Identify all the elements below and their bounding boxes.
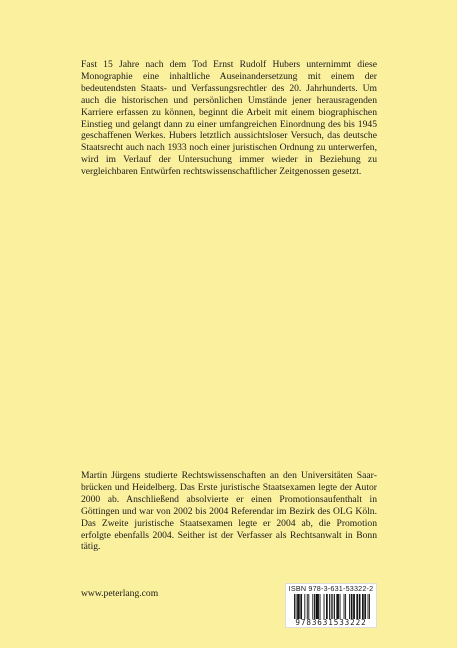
barcode-bar — [368, 594, 369, 619]
abstract-paragraph: Fast 15 Jahre nach dem Tod Ernst Rudolf Hubers unternimmt diese Monographie eine inhaltliche Auseinandersetzung mit einem der bedeutendsten Staats- und Verfassungsrechtler des 20. Jahrhunderts. Um auch die historischen und persönlichen Umstände jener herausragenden Karriere erfassen zu können, beginnt die Arbeit mit einem biographischen Einstieg und gelangt dann zu einer umfangreichen Einordnung des bis 1945 geschaffenen Werkes. Hubers letztlich aussichtsloser Versuch, das deutsche Staatsrecht auch nach 1933 noch einer juristischen Ordnung zu unterwerfen, wird im Verlauf der Untersuchung immer wieder in Beziehung zu vergleichbaren Entwürfen rechtswissenschaftlicher Zeitgenossen gesetzt. — [81, 59, 377, 178]
barcode-bar — [363, 594, 364, 619]
barcode-bar — [318, 594, 319, 619]
barcode-digits: 9783631533222 — [295, 618, 367, 627]
barcode-bar — [327, 594, 328, 619]
barcode-bar — [336, 594, 337, 619]
barcode-bar — [369, 594, 370, 619]
barcode-bar — [300, 594, 301, 619]
barcode-bar — [298, 594, 299, 619]
barcode-bar — [334, 594, 335, 619]
barcode-bar — [331, 594, 332, 619]
barcode-bar — [359, 594, 360, 619]
barcode-bar — [312, 594, 313, 619]
barcode-bar — [354, 594, 355, 619]
barcode-bar — [353, 594, 354, 619]
barcode-bar — [307, 594, 308, 619]
barcode-bar — [316, 594, 317, 619]
barcode-bar — [314, 594, 315, 619]
barcode-bar — [294, 594, 295, 619]
barcode-bar — [332, 594, 333, 619]
barcode-bar — [326, 594, 327, 619]
barcode-bar — [304, 594, 305, 619]
barcode-bar — [338, 594, 339, 619]
barcode-bar — [362, 594, 363, 619]
barcode-bar — [329, 594, 330, 619]
barcode-bar — [360, 594, 361, 619]
barcode-bar — [349, 594, 350, 619]
barcode-bar — [340, 594, 341, 619]
barcode-icon — [294, 594, 370, 619]
author-bio-paragraph: Martin Jürgens studierte Rechtswissenschaften an den Universitäten Saarbrücken und Heidelberg. Das Erste juristische Staatsexamen legte der Autor 2000 ab. Anschließend absolvierte er einen Promotionsaufenthalt in Göttingen und war von 2002 bis 2004 Referendar im Bezirk des OLG Köln. Das Zweite juristische Staatsexamen legte er 2004 ab, die Promotion erfolgte ebenfalls 2004. Seither ist der Verfasser als Rechtsanwalt in Bonn tätig. — [81, 470, 377, 553]
barcode-bar — [320, 594, 321, 619]
barcode-bar — [301, 594, 302, 619]
barcode-bar — [324, 594, 325, 619]
barcode-bar — [316, 594, 317, 619]
barcode-bar — [364, 594, 365, 619]
barcode-bar — [356, 594, 357, 619]
barcode-bar — [351, 594, 352, 619]
barcode-bar — [308, 594, 309, 619]
barcode-bar — [337, 594, 338, 619]
barcode-bar — [317, 594, 318, 619]
barcode-bar — [296, 594, 297, 619]
barcode-bar — [344, 594, 345, 619]
barcode-bar — [365, 594, 366, 619]
barcode-bar — [357, 594, 358, 619]
barcode-bar — [297, 594, 298, 619]
barcode-bar — [345, 594, 346, 619]
barcode-bar — [352, 594, 353, 619]
isbn-barcode-block — [285, 583, 377, 628]
publisher-website-link[interactable]: www.peterlang.com — [81, 588, 159, 599]
barcode-bar — [299, 594, 300, 619]
isbn-label: ISBN 978-3-631-53322-2 — [288, 584, 374, 593]
